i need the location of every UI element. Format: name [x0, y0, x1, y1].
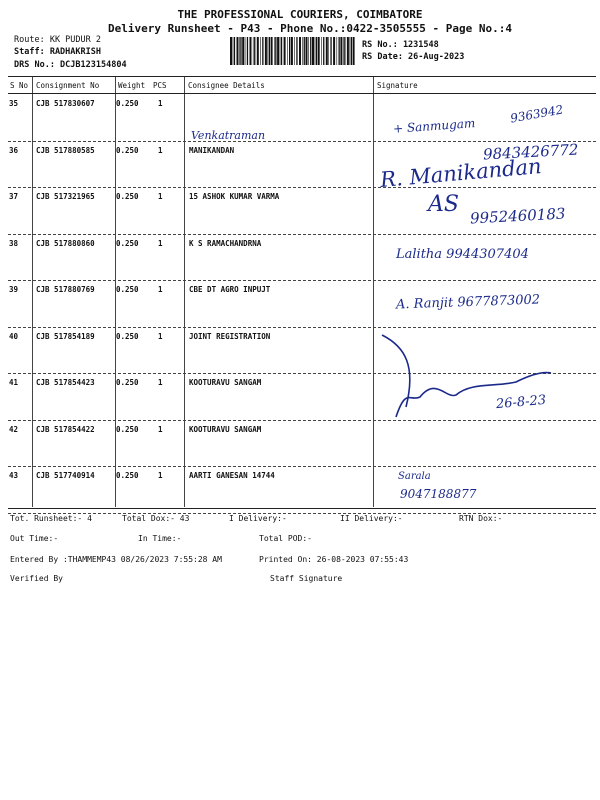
barcode-bar — [284, 37, 286, 65]
row-sno: 39 — [9, 285, 19, 294]
barcode-bar — [339, 37, 340, 65]
row-consignee: 15 ASHOK KUMAR VARMA — [189, 192, 280, 201]
col-header-consignment: Consignment No — [36, 81, 100, 90]
barcode-bar — [268, 37, 269, 65]
barcode-bar — [234, 37, 235, 65]
entered-by: Entered By :THAMMEMP43 08/26/2023 7:55:28 AM — [10, 555, 222, 564]
barcode-bar — [318, 37, 320, 65]
barcode-bar — [271, 37, 273, 65]
row-weight: 0.250 — [116, 378, 139, 387]
total-pod: Total POD:- — [259, 534, 312, 543]
row-consignee: KOOTURAVU SANGAM — [189, 424, 262, 434]
row-consignment-no: CJB 517880769 — [36, 285, 95, 294]
barcode-bar — [233, 37, 234, 65]
row-sno: 37 — [9, 192, 19, 201]
handwritten-name: Venkatraman — [191, 129, 266, 142]
row-pcs: 1 — [158, 331, 163, 341]
barcode-bar — [315, 37, 316, 65]
barcode-bar — [353, 37, 355, 65]
total-dox: Total Dox:- 43 — [122, 514, 190, 523]
row-consignment-no: CJB 517740914 — [36, 471, 95, 480]
row-sno: 40 — [9, 331, 19, 341]
handwritten-signature: Lalitha 9944307404 — [396, 247, 529, 262]
row-consignee: KOOTURAVU SANGAM — [189, 378, 262, 387]
col-header-pcs: PCS — [153, 81, 167, 90]
barcode-bar — [310, 37, 311, 65]
barcode-bar — [291, 37, 293, 65]
ii-delivery: II Delivery:- — [340, 514, 403, 523]
barcode-bar — [351, 37, 352, 65]
row-consignment-no: CJB 517854189 — [36, 331, 95, 341]
barcode-bar — [337, 37, 338, 65]
barcode-bar — [277, 37, 279, 65]
drs-number: DRS No.: DCJB123154804 — [14, 60, 127, 70]
row-pcs: 1 — [158, 424, 163, 434]
barcode-bar — [230, 37, 232, 65]
barcode-bar — [237, 37, 239, 65]
barcode-bar — [274, 37, 275, 65]
barcode-bar — [306, 37, 308, 65]
row-consignee: K S RAMACHANDRNA — [189, 238, 262, 248]
row-consignee: CBE DT AGRO INPUJT — [189, 285, 271, 294]
barcode-bar — [350, 37, 351, 65]
total-runsheet: Tot. Runsheet:- 4 — [10, 514, 92, 523]
barcode-bar — [326, 37, 328, 65]
row-consignee: AARTI GANESAN 14744 — [189, 471, 275, 480]
barcode-bar — [302, 37, 303, 65]
barcode-bar — [333, 37, 335, 65]
row-consignment-no: CJB 517880860 — [36, 238, 95, 248]
barcode-bar — [304, 37, 305, 65]
barcode-bar — [296, 37, 297, 65]
row-weight: 0.250 — [116, 331, 139, 341]
barcode-bar — [344, 37, 345, 65]
row-sno: 42 — [9, 424, 19, 434]
runsheet-table — [8, 76, 596, 507]
barcode-bar — [308, 37, 309, 65]
row-divider — [8, 280, 596, 281]
barcode-bar — [321, 37, 322, 65]
handwritten-signature: A. Ranjit 9677873002 — [395, 292, 541, 313]
barcode-bar — [245, 37, 246, 65]
barcode-bar — [294, 37, 295, 65]
barcode-bar — [312, 37, 314, 65]
barcode-bar — [262, 37, 263, 65]
row-weight: 0.250 — [116, 285, 139, 294]
handwritten-phone: 9047188877 — [400, 487, 477, 501]
barcode-bar — [269, 37, 270, 65]
runsheet-title: Delivery Runsheet - P43 - Phone No.:0422-3505555 - Page No.:4 — [108, 22, 512, 35]
barcode-bar — [275, 37, 276, 65]
col-header-consignee: Consignee Details — [188, 81, 265, 90]
verified-by: Verified By — [10, 574, 63, 583]
row-consignee: JOINT REGISTRATION — [189, 331, 271, 341]
col-header-sno: S No — [10, 81, 29, 90]
barcode-bar — [343, 37, 344, 65]
row-pcs: 1 — [158, 99, 163, 108]
barcode-bar — [250, 37, 252, 65]
handwritten-signature: Sarala — [398, 471, 431, 482]
rs-number: RS No.: 1231548 — [362, 40, 439, 50]
handwritten-signature: + Sanmugam — [392, 116, 476, 136]
col-header-signature: Signature — [377, 81, 418, 90]
barcode-bar — [254, 37, 255, 65]
handwritten-phone: 9952460183 — [469, 204, 566, 228]
handwritten-signature: AS — [428, 192, 459, 217]
barcode-bar — [242, 37, 244, 65]
barcode-bar — [328, 37, 329, 65]
row-pcs: 1 — [158, 145, 163, 155]
row-consignment-no: CJB 517830607 — [36, 99, 95, 108]
barcode-bar — [281, 37, 282, 65]
printed-on: Printed On: 26-08-2023 07:55:43 — [259, 555, 409, 564]
row-sno: 41 — [9, 378, 19, 387]
out-time: Out Time:- — [10, 534, 59, 543]
barcode-bar — [253, 37, 254, 65]
row-consignment-no: CJB 517854422 — [36, 424, 95, 434]
staff-signature: Staff Signature — [270, 574, 343, 583]
row-pcs: 1 — [158, 471, 163, 480]
barcode-bar — [265, 37, 267, 65]
barcode-bar — [287, 37, 288, 65]
route: Route: KK PUDUR 2 — [14, 35, 101, 45]
barcode-bar — [316, 37, 317, 65]
row-pcs: 1 — [158, 238, 163, 248]
barcode-bar — [260, 37, 261, 65]
handwritten-date: 26-8-23 — [495, 392, 547, 413]
row-weight: 0.250 — [116, 471, 139, 480]
handwritten-signature — [376, 327, 571, 427]
row-divider — [8, 187, 596, 188]
row-pcs: 1 — [158, 378, 163, 387]
handwritten-signature: R. Manikandan — [379, 153, 543, 193]
row-divider — [8, 234, 596, 235]
row-weight: 0.250 — [116, 238, 139, 248]
row-sno: 38 — [9, 238, 19, 248]
barcode — [230, 37, 355, 65]
row-weight: 0.250 — [116, 424, 139, 434]
company-title: THE PROFESSIONAL COURIERS, COIMBATORE — [177, 8, 423, 21]
row-divider — [8, 513, 596, 514]
barcode-bar — [330, 37, 331, 65]
barcode-bar — [239, 37, 240, 65]
row-consignment-no: CJB 517880585 — [36, 145, 95, 155]
barcode-bar — [280, 37, 281, 65]
row-sno: 43 — [9, 471, 19, 480]
row-sno: 36 — [9, 145, 19, 155]
handwritten-phone: 9843426772 — [482, 140, 579, 164]
rtn-dox: RTN Dox:- — [459, 514, 503, 523]
row-consignment-no: CJB 517321965 — [36, 192, 95, 201]
row-consignee: MANIKANDAN — [189, 145, 235, 155]
row-weight: 0.250 — [116, 145, 139, 155]
row-divider — [8, 141, 596, 142]
i-delivery: I Delivery:- — [229, 514, 287, 523]
rs-date: RS Date: 26-Aug-2023 — [362, 52, 465, 62]
barcode-bar — [340, 37, 342, 65]
row-divider — [8, 466, 596, 467]
barcode-bar — [323, 37, 324, 65]
row-weight: 0.250 — [116, 99, 139, 108]
barcode-bar — [247, 37, 248, 65]
barcode-bar — [257, 37, 259, 65]
row-weight: 0.250 — [116, 192, 139, 201]
row-pcs: 1 — [158, 192, 163, 201]
staff: Staff: RADHAKRISH — [14, 47, 101, 57]
barcode-bar — [299, 37, 301, 65]
row-pcs: 1 — [158, 285, 163, 294]
row-sno: 35 — [9, 99, 19, 108]
handwritten-phone: 9363942 — [509, 102, 565, 126]
col-header-weight: Weight — [118, 81, 146, 90]
barcode-bar — [240, 37, 241, 65]
barcode-bar — [347, 37, 349, 65]
barcode-bar — [289, 37, 290, 65]
row-consignment-no: CJB 517854423 — [36, 378, 95, 387]
in-time: In Time:- — [138, 534, 182, 543]
